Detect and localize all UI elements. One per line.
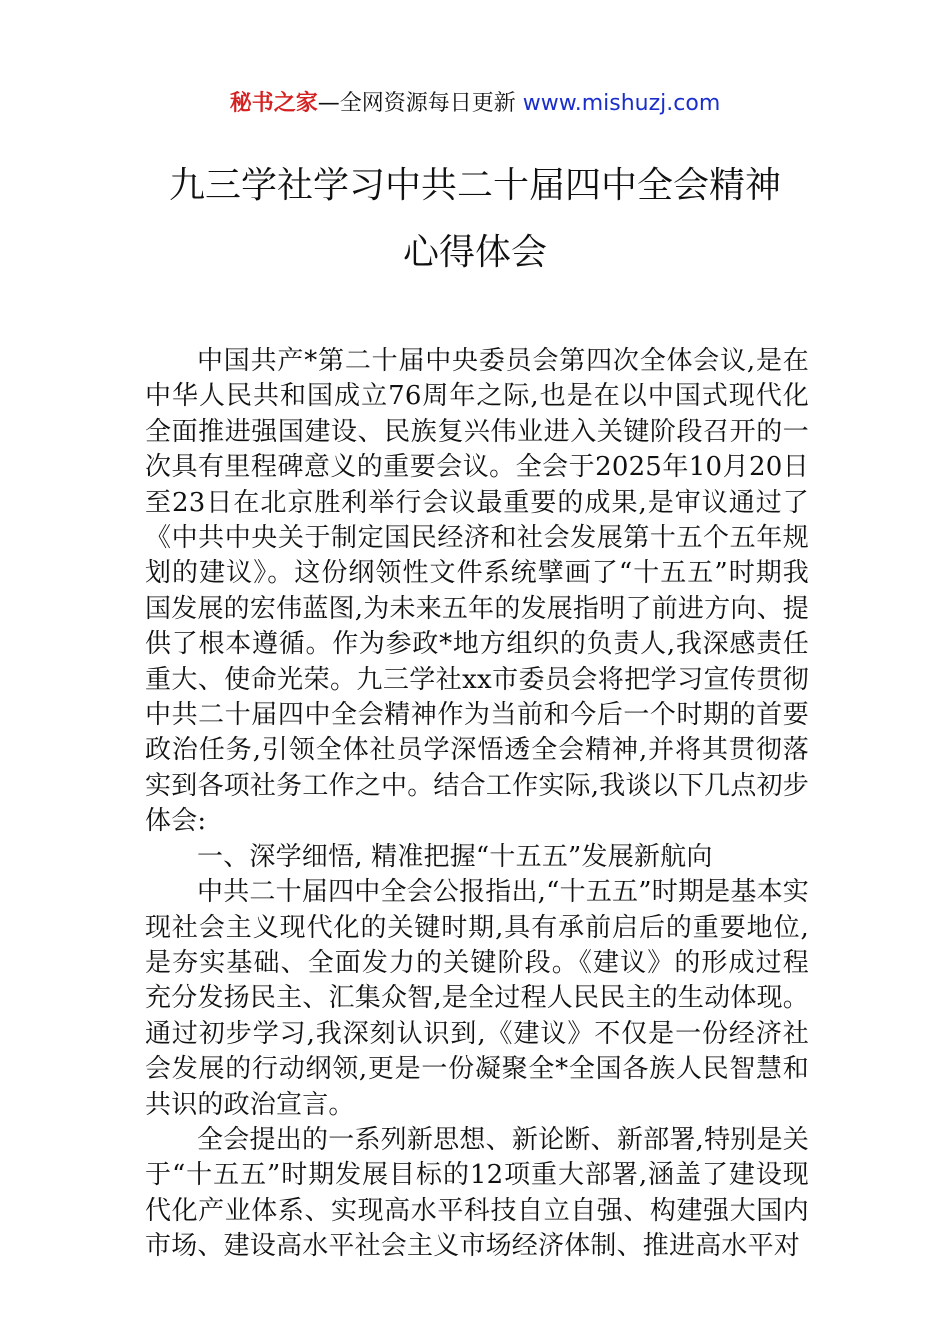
site-header	[0, 88, 950, 120]
paragraph-intro: 中国共产*第二十届中央委员会第四次全体会议,是在中华人民共和国成立76周年之际,也是在以中国式现代化全面推进强国建设、民族复兴伟业进入关键阶段召开的一次具有里程碑意义的重要会议。全会于2025年10月20日至23日在北京胜利举行会议最重要的成果,是审议通过了《中共中央关于制定国民经济和社会发展第十五个五年规划的建议》。这份纲领性文件系统擘画了“十五五”时期我国发展的宏伟蓝图,为未来五年的发展指明了前进方向、提供了根本遵循。作为参政*地方组织的负责人,我深感责任重大、使命光荣。九三学社xx市委员会将把学习宣传贯彻中共二十届四中全会精神作为当前和今后一个时期的首要政治任务,引领全体社员学深悟透全会精神,并将其贯彻落实到各项社务工作之中。结合工作实际,我谈以下几点初步体会:	[145, 346, 809, 837]
paragraph-section-1-a: 中共二十届四中全会公报指出,“十五五”时期是基本实现社会主义现代化的关键时期,具有承前启后的重要地位,是夯实基础、全面发力的关键阶段。《建议》的形成过程充分发扬民主、汇集众智,是全过程人民民主的生动体现。通过初步学习,我深刻认识到,《建议》不仅是一份经济社会发展的行动纲领,更是一份凝聚全*全国各族人民智慧和共识的政治宣言。	[145, 877, 809, 1120]
site-tagline: —全网资源每日更新	[317, 91, 523, 116]
document-body	[145, 344, 809, 1265]
section-heading-1: 一、深学细悟, 精准把握“十五五”发展新航向	[197, 841, 713, 872]
site-url-link[interactable]: www.mishuzj.com	[522, 91, 721, 116]
site-brand: 秘书之家	[229, 91, 318, 116]
paragraph-section-1-b: 全会提出的一系列新思想、新论断、新部署,特别是关于“十五五”时期发展目标的12项重大部署,涵盖了建设现代化产业体系、实现高水平科技自立自强、构建强大国内市场、建设高水平社会主义市场经济体制、推进高水平对	[145, 1124, 809, 1262]
document-title-line-2: 心得体会	[402, 232, 547, 273]
document-title-line-1: 九三学社学习中共二十届四中全会精神	[168, 165, 781, 206]
